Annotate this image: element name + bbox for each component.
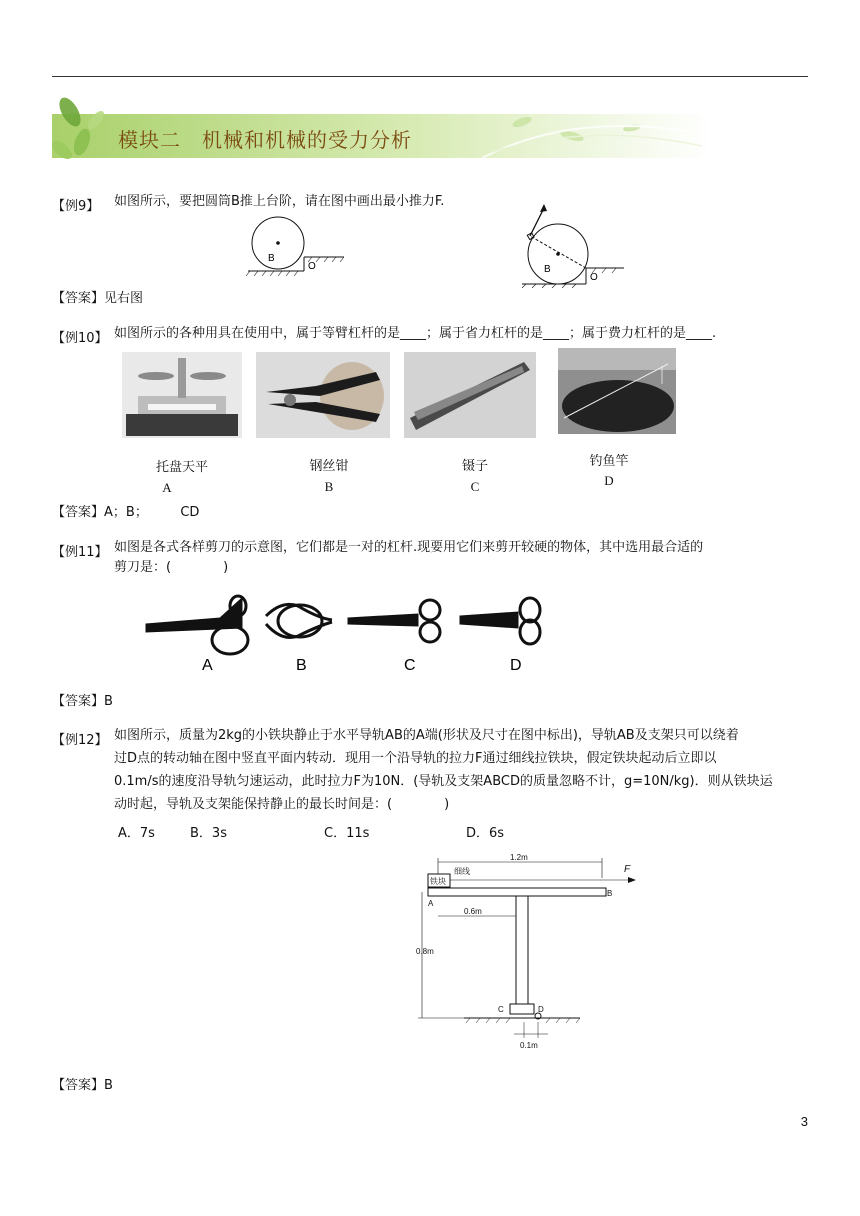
example-tag: 【例9】 (52, 199, 100, 214)
answer-tag: 【答案】 (52, 291, 105, 306)
option-d: D．6s (466, 826, 505, 841)
example-tag: 【例11】 (52, 545, 108, 560)
scissors-label-a: A (202, 657, 213, 674)
answer-text: B (104, 694, 113, 709)
question-text: 如图所示，要把圆筒B推上台阶，请在图中画出最小推力F. (114, 194, 445, 209)
header-rule (52, 76, 808, 77)
label-b: B (268, 253, 275, 264)
len-bottom: 0.1m (520, 1041, 538, 1050)
answer-text: 见右图 (104, 291, 144, 306)
len-top: 1.2m (510, 853, 528, 862)
scissors-label-d: D (510, 657, 522, 674)
label-o: O (590, 272, 598, 283)
tweezers-photo (404, 352, 536, 438)
item-name-b: 钢丝钳 (309, 459, 349, 474)
point-b: B (607, 889, 613, 898)
answer-line (52, 501, 199, 520)
item-letter-b: B (324, 479, 334, 494)
example-tag: 【例10】 (52, 331, 108, 346)
question-line-2: 过D点的转动轴在图中竖直平面内转动．现用一个沿导轨的拉力F通过细线拉铁块，假定铁块起动后立即以 (114, 751, 717, 766)
cylinder-step-figure (244, 215, 348, 277)
len-mid: 0.6m (464, 907, 482, 916)
item-letter-a: A (162, 480, 172, 495)
label-o: O (308, 261, 316, 272)
example-tag: 【例12】 (52, 733, 108, 748)
answer-tag: 【答案】 (52, 505, 105, 520)
item-name-c: 镊子 (461, 459, 488, 474)
question-line-1: 如图所示，质量为2kg的小铁块静止于水平导轨AB的A端(形状及尺寸在图中标出)，导轨AB及支架只可以绕着 (114, 728, 739, 743)
answer-text: A；B； CD (104, 505, 200, 520)
answer-line (52, 287, 143, 306)
point-d: D (538, 1005, 544, 1014)
question-text-line1: 如图是各式各样剪刀的示意图，它们都是一对的杠杆.现要用它们来剪开较硬的物体，其中选用最合适的 (114, 540, 704, 555)
question-text-line2: 剪刀是：( ) (114, 560, 229, 575)
scissors-label-c: C (404, 657, 416, 674)
answer-tag: 【答案】 (52, 694, 105, 709)
answer-line (52, 690, 113, 709)
page-number: 3 (800, 1114, 808, 1129)
question-line-4: 动时起，导轨及支架能保持静止的最长时间是：( ) (114, 797, 450, 812)
balance-photo (122, 352, 242, 438)
point-a: A (428, 899, 434, 908)
thread-label: 细线 (454, 867, 470, 876)
height-label: 0.8m (416, 947, 434, 956)
item-name-a: 托盘天平 (155, 460, 208, 475)
option-a: A．7s (118, 826, 155, 841)
scissors-figure (142, 588, 552, 678)
fishing-rod-photo (558, 348, 676, 434)
item-letter-d: D (604, 473, 614, 488)
force-label: F (624, 864, 631, 875)
section-title: 模块二 机械和机械的受力分析 (118, 128, 412, 152)
item-letter-c: C (470, 479, 480, 494)
block-label: 铁块 (430, 877, 446, 886)
point-c: C (498, 1005, 504, 1014)
answer-line (52, 1074, 113, 1093)
question-text: 如图所示的各种用具在使用中，属于等臂杠杆的是____；属于省力杠杆的是____；属于费力杠杆的是____. (114, 326, 717, 341)
scissors-label-b: B (296, 657, 307, 674)
answer-tag: 【答案】 (52, 1078, 105, 1093)
answer-text: B (104, 1078, 113, 1093)
question-line-3: 0.1m/s的速度沿导轨匀速运动，此时拉力F为10N．(导轨及支架ABCD的质量忽略不计，g=10N/kg)．则从铁块运 (114, 774, 773, 789)
cylinder-answer-figure (516, 198, 628, 288)
pliers-photo (256, 352, 390, 438)
label-b: B (544, 264, 551, 275)
option-b: B．3s (190, 826, 227, 841)
rail-support-figure (414, 852, 644, 1052)
item-name-d: 钓鱼竿 (589, 454, 629, 469)
option-c: C．11s (324, 826, 370, 841)
